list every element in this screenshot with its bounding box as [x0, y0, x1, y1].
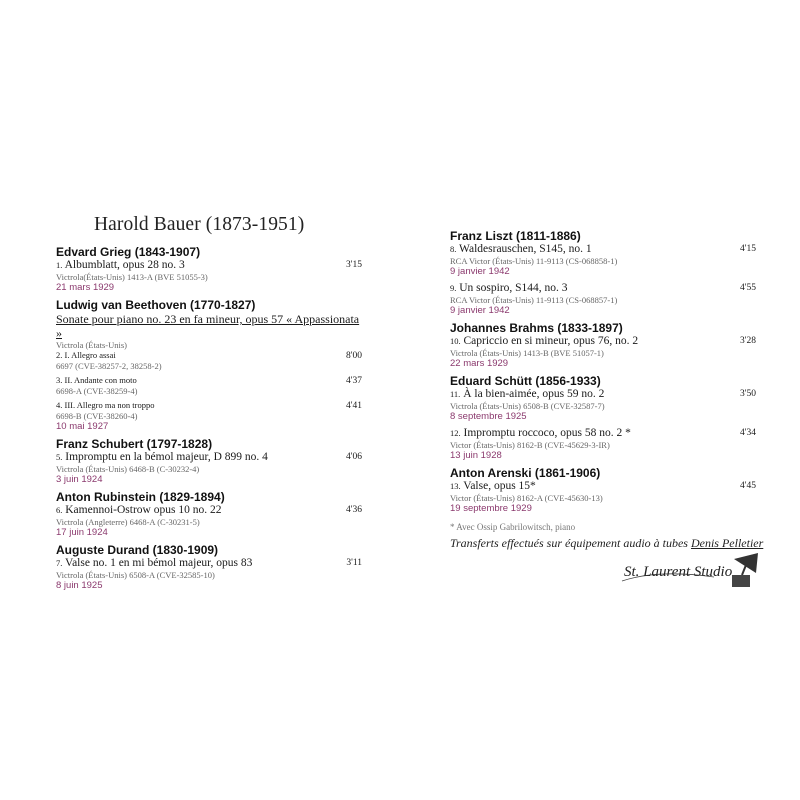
track-entry	[56, 350, 362, 375]
composer-name: Anton Rubinstein (1829-1894)	[56, 490, 225, 504]
track-duration: 3'15	[346, 260, 362, 270]
track-duration: 4'45	[740, 481, 756, 491]
recording-date: 21 mars 1929	[56, 282, 115, 293]
record-label: Victrola (États-Unis) 1413-B (BVE 51057-1)	[450, 348, 604, 358]
right-composer-list	[450, 229, 756, 515]
composer-section	[450, 374, 756, 462]
track-title: Albumblatt, opus 28 no. 3	[64, 259, 185, 271]
track-title: Valse, opus 15*	[463, 480, 536, 492]
track-number: 10.	[450, 336, 461, 346]
record-label: Victrola (États-Unis) 6508-A (CVE-32585-10)	[56, 570, 215, 580]
record-label: 6698-B (CVE-38260-4)	[56, 411, 138, 421]
track-entry	[56, 400, 362, 433]
composer-name: Franz Liszt (1811-1886)	[450, 229, 581, 243]
track-line	[56, 400, 362, 411]
track-line	[450, 388, 756, 401]
right-column	[450, 226, 756, 532]
composer-name: Ludwig van Beethoven (1770-1827)	[56, 298, 256, 312]
composer-section	[450, 321, 756, 370]
track-title: I. Allegro assai	[64, 350, 116, 360]
track-title: Kamennoi-Ostrow opus 10 no. 22	[65, 504, 222, 516]
track-duration: 4'41	[346, 401, 362, 411]
track-number: 3.	[56, 375, 63, 385]
track-duration: 3'11	[346, 558, 362, 568]
st-laurent-studio-logo	[618, 551, 762, 591]
track-entry	[450, 427, 756, 462]
work-title: Sonate pour piano no. 23 en fa mineur, opus 57 « Appassionata »	[56, 312, 360, 340]
composer-name: Franz Schubert (1797-1828)	[56, 437, 213, 451]
record-label: Victrola (États-Unis) 6468-B (C-30232-4)	[56, 464, 200, 474]
recording-date: 9 janvier 1942	[450, 266, 510, 277]
track-entry	[56, 504, 362, 539]
engineer-name: Denis Pelletier	[690, 536, 764, 550]
track-number: 12.	[450, 428, 461, 438]
record-label: 6698-A (CVE-38259-4)	[56, 386, 138, 396]
track-duration: 4'37	[346, 376, 362, 386]
track-entry	[450, 335, 756, 370]
track-line	[450, 480, 756, 493]
track-number: 8.	[450, 244, 457, 254]
record-label: RCA Victor (États-Unis) 11-9113 (CS-068857-1)	[450, 295, 618, 305]
composer-section	[56, 490, 362, 539]
track-line	[56, 259, 362, 272]
recording-date: 22 mars 1929	[450, 358, 509, 369]
record-label: Victrola(États-Unis) 1413-A (BVE 51055-3)	[56, 272, 208, 282]
track-duration: 4'55	[740, 283, 756, 293]
track-number: 11.	[450, 389, 461, 399]
gramophone-icon	[732, 553, 758, 587]
composer-section	[56, 437, 362, 486]
track-duration: 3'28	[740, 336, 756, 346]
track-line	[56, 350, 362, 361]
composer-name: Auguste Durand (1830-1909)	[56, 543, 219, 557]
recording-date: 3 juin 1924	[56, 474, 103, 485]
track-number: 9.	[450, 283, 457, 293]
track-duration: 4'36	[346, 505, 362, 515]
track-line	[56, 451, 362, 464]
record-label: Victrola (États-Unis) 6508-B (CVE-32587-7)	[450, 401, 605, 411]
record-label: RCA Victor (États-Unis) 11-9113 (CS-068858-1)	[450, 256, 618, 266]
track-entry	[56, 557, 362, 592]
track-number: 13.	[450, 481, 461, 491]
record-label: 6697 (CVE-38257-2, 38258-2)	[56, 361, 162, 371]
recording-date: 17 juin 1924	[56, 527, 108, 538]
credits-text: Transferts effectués sur équipement audio à tubes	[450, 536, 688, 550]
track-line	[56, 375, 362, 386]
composer-section	[450, 466, 756, 515]
track-title: Capriccio en si mineur, opus 76, no. 2	[463, 335, 639, 347]
footnote: * Avec Ossip Gabrilowitsch, piano	[450, 522, 576, 532]
track-number: 7.	[56, 558, 63, 568]
track-number: 4.	[56, 400, 63, 410]
track-entry	[450, 388, 756, 423]
track-duration: 4'06	[346, 452, 362, 462]
left-column	[56, 214, 362, 596]
track-entry	[450, 243, 756, 278]
composer-section	[56, 298, 362, 433]
track-line	[56, 557, 362, 570]
recording-date: 10 mai 1927	[56, 421, 109, 432]
recording-date: 8 septembre 1925	[450, 411, 527, 422]
track-title: Impromptu en la bémol majeur, D 899 no. 4	[65, 451, 268, 463]
track-line	[450, 282, 756, 295]
svg-text:St. Laurent Studio: St. Laurent Studio	[624, 564, 733, 580]
track-title: Valse no. 1 en mi bémol majeur, opus 83	[65, 557, 253, 569]
work-label: Victrola (États-Unis)	[56, 340, 128, 350]
track-entry	[450, 480, 756, 515]
record-label: Victor (États-Unis) 8162-A (CVE-45630-13)	[450, 493, 603, 503]
recording-date: 9 janvier 1942	[450, 305, 510, 316]
record-label: Victrola (Angleterre) 6468-A (C-30231-5)	[56, 517, 200, 527]
composer-name: Johannes Brahms (1833-1897)	[450, 321, 623, 335]
track-entry	[56, 375, 362, 400]
track-entry	[56, 451, 362, 486]
page-title: Harold Bauer (1873-1951)	[94, 214, 305, 235]
track-title: II. Andante con moto	[64, 375, 137, 385]
track-number: 5.	[56, 452, 63, 462]
track-line	[450, 427, 756, 440]
composer-section	[56, 245, 362, 294]
left-composer-list	[56, 245, 362, 592]
recording-date: 19 septembre 1929	[450, 503, 532, 514]
track-number: 1.	[56, 260, 63, 270]
track-title: Waldesrauschen, S145, no. 1	[459, 243, 592, 255]
composer-name: Anton Arenski (1861-1906)	[450, 466, 601, 480]
composer-name: Eduard Schütt (1856-1933)	[450, 374, 601, 388]
track-title: Impromptu roccoco, opus 58 no. 2 *	[463, 427, 631, 439]
track-duration: 4'34	[740, 428, 756, 438]
track-duration: 4'15	[740, 244, 756, 254]
composer-name: Edvard Grieg (1843-1907)	[56, 245, 201, 259]
track-line	[56, 504, 362, 517]
credits-line	[450, 536, 763, 551]
composer-section	[56, 543, 362, 592]
record-label: Victor (États-Unis) 8162-B (CVE-45629-3-IR)	[450, 440, 610, 450]
track-entry	[56, 259, 362, 294]
recording-date: 8 juin 1925	[56, 580, 103, 591]
composer-section	[450, 229, 756, 317]
track-number: 2.	[56, 350, 63, 360]
track-duration: 8'00	[346, 351, 362, 361]
track-number: 6.	[56, 505, 63, 515]
track-title: À la bien-aimée, opus 59 no. 2	[463, 388, 605, 400]
recording-date: 13 juin 1928	[450, 450, 502, 461]
track-title: III. Allegro ma non troppo	[64, 400, 155, 410]
track-entry	[450, 282, 756, 317]
track-line	[450, 243, 756, 256]
track-line	[450, 335, 756, 348]
track-duration: 3'50	[740, 389, 756, 399]
track-title: Un sospiro, S144, no. 3	[459, 282, 568, 294]
